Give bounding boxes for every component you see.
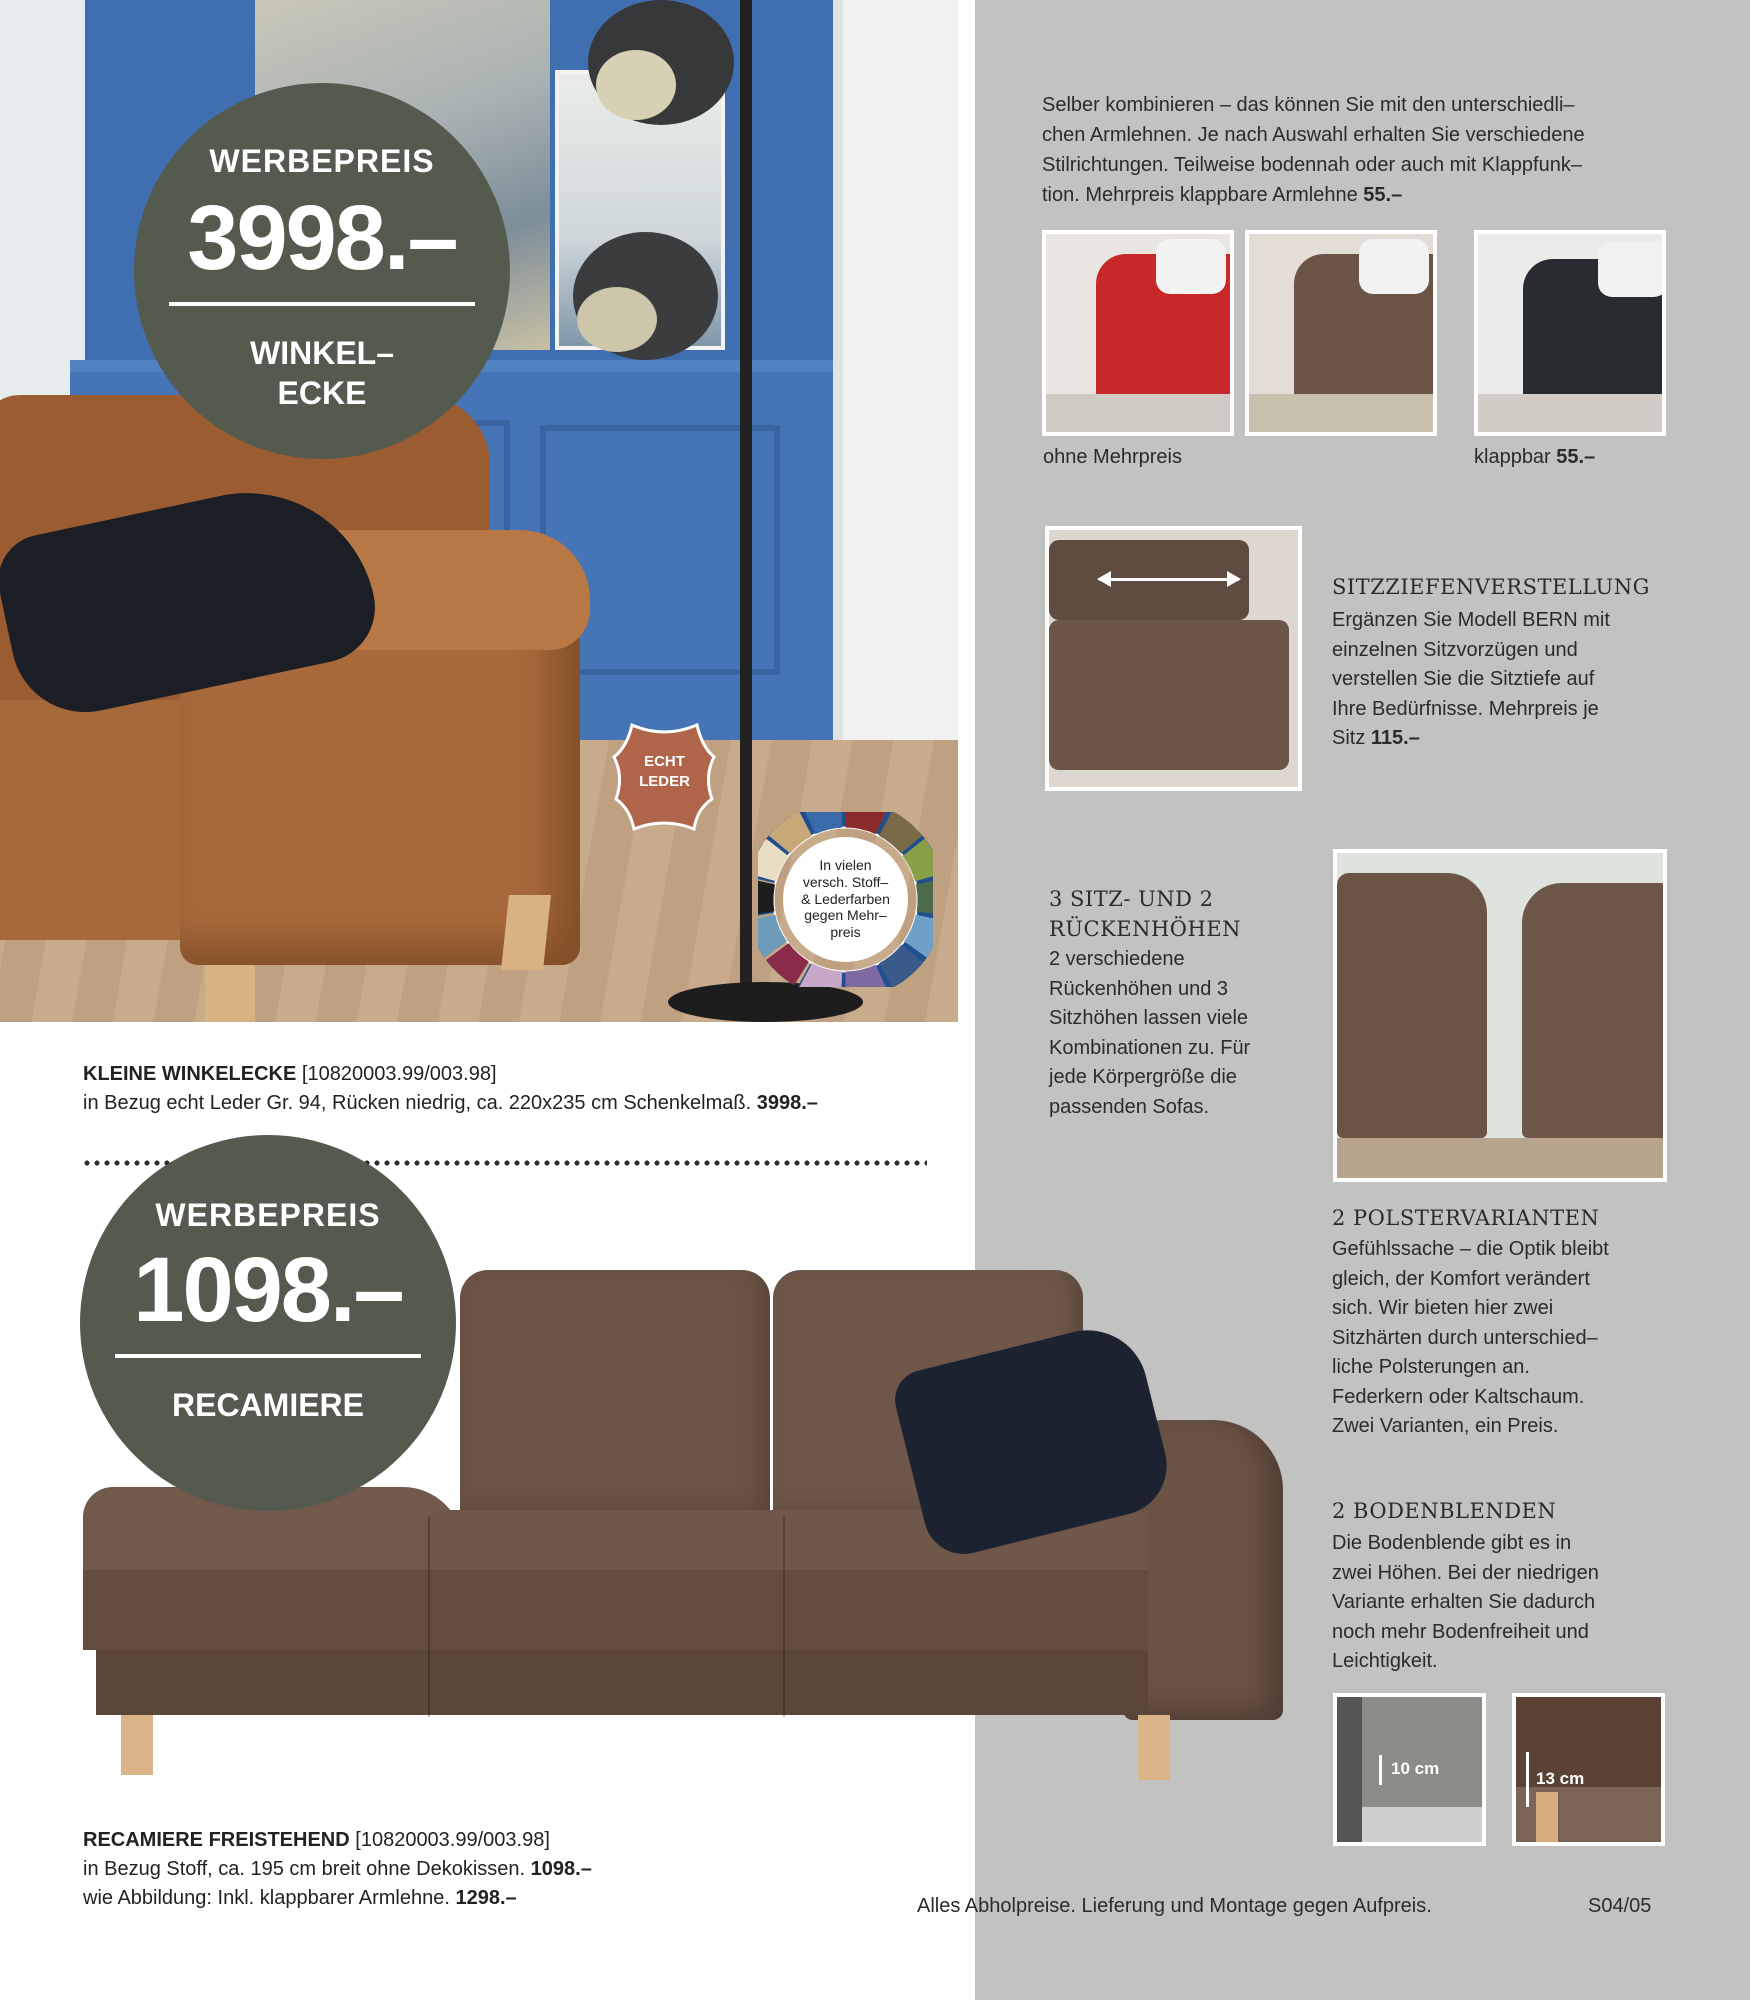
floor-panel-high-photo bbox=[1512, 1693, 1665, 1846]
heights-photo bbox=[1333, 849, 1667, 1182]
sofa-leg bbox=[1138, 1715, 1170, 1780]
product-caption-recamiere bbox=[83, 1826, 943, 1913]
product-price: 1098.– bbox=[530, 1858, 592, 1880]
upholstery-text: Gefühlssache – die Optik bleibt gleich, der Komfort verändert sich. Wir bieten hier zwei Sitzhärten durch unterschied– liche Polsterungen an. Federkern oder Kaltschaum. Zwei Varianten, ein Preis. bbox=[1332, 1238, 1609, 1437]
badge-label: WERBEPREIS bbox=[209, 143, 435, 179]
floor-panels-text: Die Bodenblende gibt es in zwei Höhen. Bei der niedrigen Variante erhalten Sie dadurch noch mehr Bodenfreiheit und Leichtigkeit. bbox=[1332, 1532, 1599, 1672]
sofa-leg bbox=[205, 965, 255, 1022]
armrest-thumb-black bbox=[1474, 230, 1666, 436]
badge-subtitle: WINKEL– ECKE bbox=[250, 335, 394, 411]
dimension-marker-icon bbox=[1526, 1752, 1529, 1807]
upholstery-heading: 2 POLSTERVARIANTEN bbox=[1332, 1206, 1600, 1230]
seat-depth-text: Ergänzen Sie Modell BERN mit einzelnen Sitzvorzügen und verstellen Sie die Sitztiefe auf Ihre Bedürfnisse. Mehrpreis je Sitz 115.– bbox=[1332, 609, 1610, 749]
heights-text: 2 verschiedene Rückenhöhen und 3 Sitzhöhen lassen viele Kombinationen zu. Für jede Körpergröße die passenden Sofas. bbox=[1049, 948, 1251, 1118]
product-option: wie Abbildung: Inkl. klappbarer Armlehne. bbox=[83, 1887, 450, 1909]
double-arrow-icon bbox=[1099, 578, 1239, 581]
dimension-marker-icon bbox=[1379, 1755, 1382, 1785]
color-options-wheel bbox=[758, 812, 933, 987]
sofa-base-panel bbox=[96, 1650, 1148, 1715]
page-number: S04/05 bbox=[1588, 1895, 1652, 1917]
badge-divider bbox=[169, 302, 475, 306]
price-badge-corner-sofa bbox=[134, 83, 510, 459]
armrest-thumb-red bbox=[1042, 230, 1234, 436]
sofa-leg bbox=[501, 895, 551, 970]
seat-depth-heading: SITZZIEFENVERSTELLUNG bbox=[1332, 575, 1650, 599]
product-title: RECAMIERE FREISTEHEND bbox=[83, 1829, 350, 1851]
floor-panel-low-photo bbox=[1333, 1693, 1486, 1846]
product-caption-corner-sofa bbox=[83, 1060, 943, 1118]
badge-price: 3998.– bbox=[187, 187, 457, 289]
product-article: [10820003.99/003.98] bbox=[355, 1829, 550, 1851]
product-description: in Bezug echt Leder Gr. 94, Rücken niedrig, ca. 220x235 cm Schenkelmaß. bbox=[83, 1092, 752, 1114]
armrest-label-fold: klappbar 55.– bbox=[1474, 446, 1596, 468]
price-footnote: Alles Abholpreise. Lieferung und Montage gegen Aufpreis. bbox=[917, 1895, 1432, 1917]
door-frame bbox=[833, 0, 958, 775]
sofa-front bbox=[83, 1570, 1148, 1650]
floor-lamp-pole bbox=[740, 0, 752, 1010]
floor-panels-heading: 2 BODENBLENDEN bbox=[1332, 1499, 1557, 1523]
floor-lamp-base bbox=[668, 982, 863, 1022]
armrest-label-free: ohne Mehrpreis bbox=[1043, 446, 1182, 468]
price-badge-recamiere bbox=[80, 1135, 456, 1511]
floor-lamp-shade bbox=[573, 232, 718, 360]
color-wheel-text: In vielen versch. Stoff– & Lederfarben gegen Mehr– preis bbox=[801, 857, 890, 941]
sofa-back-cushion bbox=[460, 1270, 770, 1520]
armrest-thumb-brown bbox=[1245, 230, 1437, 436]
product-title: KLEINE WINKELECKE bbox=[83, 1063, 297, 1085]
dimension-label: 13 cm bbox=[1536, 1769, 1585, 1788]
floor-lamp-shade bbox=[588, 0, 734, 125]
dimension-label: 10 cm bbox=[1391, 1759, 1440, 1778]
sofa-leg bbox=[121, 1715, 153, 1775]
product-option-price: 1298.– bbox=[455, 1887, 517, 1909]
badge-label: WERBEPREIS bbox=[155, 1197, 381, 1233]
badge-subtitle: RECAMIERE bbox=[171, 1387, 364, 1423]
armrest-intro-text: Selber kombinieren – das können Sie mit den unterschiedli– chen Armlehnen. Je nach Auswahl erhalten Sie verschiedene Stilrichtungen. Teilweise bodennah oder auch mit Klappfunk– tion. Mehrpreis klappbare Armlehne 55.– bbox=[1042, 94, 1585, 206]
badge-divider bbox=[115, 1354, 421, 1358]
product-price: 3998.– bbox=[756, 1092, 818, 1114]
product-description: in Bezug Stoff, ca. 195 cm breit ohne Dekokissen. bbox=[83, 1858, 526, 1880]
genuine-leather-tag: ECHT LEDER bbox=[612, 717, 717, 837]
seat-depth-photo bbox=[1045, 526, 1302, 791]
badge-price: 1098.– bbox=[133, 1239, 403, 1341]
product-article: [10820003.99/003.98] bbox=[301, 1063, 497, 1085]
heights-heading: 3 SITZ- UND 2 RÜCKENHÖHEN bbox=[1049, 887, 1242, 941]
